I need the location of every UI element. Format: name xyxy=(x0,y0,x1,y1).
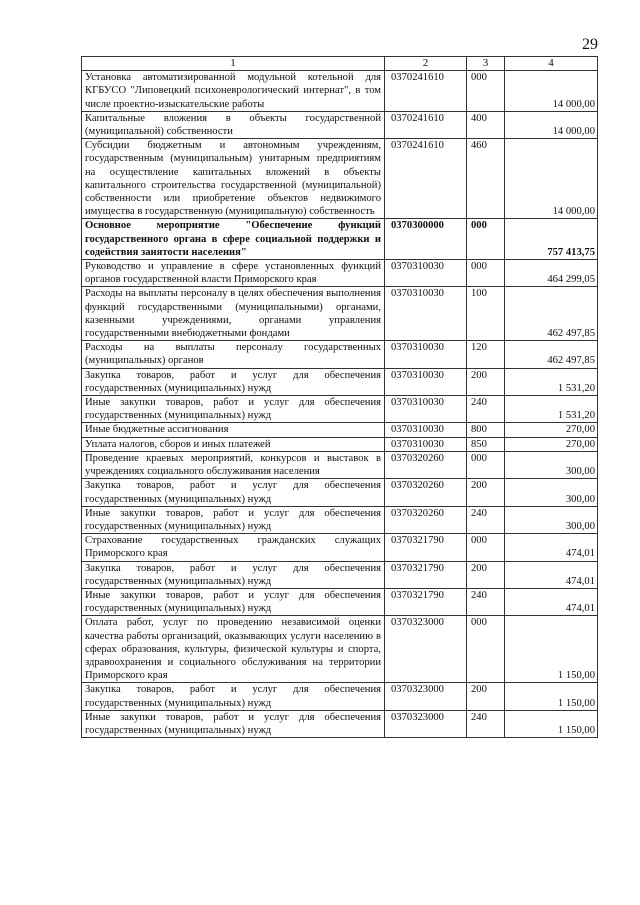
row-code-cell: 0370323000 xyxy=(385,710,467,737)
budget-table xyxy=(81,56,598,738)
row-name-cell: Иные бюджетные ассигнования xyxy=(82,423,385,437)
row-code-cell: 0370323000 xyxy=(385,616,467,683)
row-type-cell: 240 xyxy=(467,588,505,615)
row-name-cell: Проведение краевых мероприятий, конкурсов и выставок в учреждениях социального обслуживания населения xyxy=(82,451,385,478)
table-row xyxy=(82,479,598,506)
row-code-cell: 0370310030 xyxy=(385,368,467,395)
row-name-cell: Установка автоматизированной модульной котельной для КГБУСО "Липовецкий психоневрологический интернат", в том числе проектно-изыскательские работы xyxy=(82,71,385,112)
row-code-cell: 0370310030 xyxy=(385,437,467,451)
row-type-cell: 200 xyxy=(467,368,505,395)
table-row xyxy=(82,506,598,533)
row-type-cell: 120 xyxy=(467,341,505,368)
row-type-cell: 200 xyxy=(467,479,505,506)
table-row xyxy=(82,561,598,588)
row-amount-cell: 462 497,85 xyxy=(505,341,598,368)
row-code-cell: 0370323000 xyxy=(385,683,467,710)
header-row xyxy=(82,57,598,71)
row-amount-cell: 14 000,00 xyxy=(505,139,598,219)
row-name-cell: Иные закупки товаров, работ и услуг для обеспечения государственных (муниципальных) нужд xyxy=(82,506,385,533)
row-amount-cell: 270,00 xyxy=(505,423,598,437)
row-amount-cell: 757 413,75 xyxy=(505,219,598,260)
row-name-cell: Оплата работ, услуг по проведению независимой оценки качества работы организаций, оказывающих услуги населению в сферах образования, культуры, физической культуры и спорта, здравоохранения и социального обслуживания на территории Приморского края xyxy=(82,616,385,683)
row-name-cell: Страхование государственных гражданских служащих Приморского края xyxy=(82,534,385,561)
row-code-cell: 0370241610 xyxy=(385,139,467,219)
row-type-cell: 200 xyxy=(467,683,505,710)
row-code-cell: 0370310030 xyxy=(385,341,467,368)
row-type-cell: 000 xyxy=(467,451,505,478)
row-type-cell: 460 xyxy=(467,139,505,219)
row-amount-cell: 14 000,00 xyxy=(505,71,598,112)
column-header-3: 3 xyxy=(467,57,505,71)
row-amount-cell: 300,00 xyxy=(505,451,598,478)
row-amount-cell: 300,00 xyxy=(505,479,598,506)
row-type-cell: 000 xyxy=(467,219,505,260)
row-amount-cell: 300,00 xyxy=(505,506,598,533)
row-name-cell: Иные закупки товаров, работ и услуг для обеспечения государственных (муниципальных) нужд xyxy=(82,588,385,615)
row-amount-cell: 1 531,20 xyxy=(505,368,598,395)
row-type-cell: 200 xyxy=(467,561,505,588)
row-type-cell: 240 xyxy=(467,710,505,737)
row-code-cell: 0370241610 xyxy=(385,111,467,138)
row-type-cell: 000 xyxy=(467,534,505,561)
table-row xyxy=(82,368,598,395)
table-row xyxy=(82,588,598,615)
row-type-cell: 800 xyxy=(467,423,505,437)
table-row xyxy=(82,423,598,437)
row-type-cell: 240 xyxy=(467,506,505,533)
row-name-cell: Расходы на выплаты персоналу в целях обеспечения выполнения функций государственными (муниципальными) органами, казенными учреждениями, органами управления государственными внебюджетными фондами xyxy=(82,287,385,341)
row-code-cell: 0370321790 xyxy=(385,534,467,561)
row-name-cell: Основное мероприятие "Обеспечение функций государственного органа в сфере социальной поддержки и содействия занятости населения" xyxy=(82,219,385,260)
table-row xyxy=(82,341,598,368)
row-type-cell: 000 xyxy=(467,616,505,683)
row-name-cell: Закупка товаров, работ и услуг для обеспечения государственных (муниципальных) нужд xyxy=(82,479,385,506)
row-code-cell: 0370310030 xyxy=(385,260,467,287)
row-code-cell: 0370300000 xyxy=(385,219,467,260)
row-type-cell: 850 xyxy=(467,437,505,451)
row-code-cell: 0370320260 xyxy=(385,506,467,533)
row-amount-cell: 270,00 xyxy=(505,437,598,451)
row-amount-cell: 1 150,00 xyxy=(505,616,598,683)
table-row xyxy=(82,287,598,341)
row-amount-cell: 1 531,20 xyxy=(505,396,598,423)
row-code-cell: 0370320260 xyxy=(385,479,467,506)
row-code-cell: 0370241610 xyxy=(385,71,467,112)
table-row xyxy=(82,534,598,561)
row-name-cell: Иные закупки товаров, работ и услуг для обеспечения государственных (муниципальных) нужд xyxy=(82,710,385,737)
row-amount-cell: 1 150,00 xyxy=(505,683,598,710)
row-name-cell: Субсидии бюджетным и автономным учреждениям, государственным (муниципальным) унитарным предприятиям на осуществление капитальных вложений в объекты капитального строительства государственной (муниципальной) собственности или приобретение объектов недвижимого имущества в государственную (муниципальную) собственность xyxy=(82,139,385,219)
row-amount-cell: 462 497,85 xyxy=(505,287,598,341)
row-type-cell: 400 xyxy=(467,111,505,138)
row-name-cell: Закупка товаров, работ и услуг для обеспечения государственных (муниципальных) нужд xyxy=(82,683,385,710)
column-header-1: 1 xyxy=(82,57,385,71)
table-row xyxy=(82,260,598,287)
row-type-cell: 240 xyxy=(467,396,505,423)
row-amount-cell: 474,01 xyxy=(505,561,598,588)
row-code-cell: 0370310030 xyxy=(385,396,467,423)
row-type-cell: 000 xyxy=(467,260,505,287)
row-name-cell: Закупка товаров, работ и услуг для обеспечения государственных (муниципальных) нужд xyxy=(82,368,385,395)
table-row xyxy=(82,396,598,423)
table-row xyxy=(82,616,598,683)
row-amount-cell: 464 299,05 xyxy=(505,260,598,287)
row-amount-cell: 474,01 xyxy=(505,534,598,561)
table-body xyxy=(82,71,598,738)
row-code-cell: 0370320260 xyxy=(385,451,467,478)
row-code-cell: 0370310030 xyxy=(385,423,467,437)
row-code-cell: 0370321790 xyxy=(385,588,467,615)
table-row xyxy=(82,139,598,219)
row-name-cell: Закупка товаров, работ и услуг для обеспечения государственных (муниципальных) нужд xyxy=(82,561,385,588)
row-name-cell: Иные закупки товаров, работ и услуг для обеспечения государственных (муниципальных) нужд xyxy=(82,396,385,423)
column-header-2: 2 xyxy=(385,57,467,71)
row-amount-cell: 474,01 xyxy=(505,588,598,615)
table-row xyxy=(82,71,598,112)
row-type-cell: 100 xyxy=(467,287,505,341)
row-code-cell: 0370321790 xyxy=(385,561,467,588)
column-header-4: 4 xyxy=(505,57,598,71)
row-name-cell: Руководство и управление в сфере установленных функций органов государственной власти Приморского края xyxy=(82,260,385,287)
table-row xyxy=(82,437,598,451)
row-type-cell: 000 xyxy=(467,71,505,112)
row-name-cell: Уплата налогов, сборов и иных платежей xyxy=(82,437,385,451)
table-row xyxy=(82,710,598,737)
table-row xyxy=(82,683,598,710)
row-name-cell: Расходы на выплаты персоналу государственных (муниципальных) органов xyxy=(82,341,385,368)
table-row xyxy=(82,451,598,478)
row-amount-cell: 14 000,00 xyxy=(505,111,598,138)
row-name-cell: Капитальные вложения в объекты государственной (муниципальной) собственности xyxy=(82,111,385,138)
table-row xyxy=(82,111,598,138)
table-row xyxy=(82,219,598,260)
row-code-cell: 0370310030 xyxy=(385,287,467,341)
page-number: 29 xyxy=(582,36,598,53)
row-amount-cell: 1 150,00 xyxy=(505,710,598,737)
